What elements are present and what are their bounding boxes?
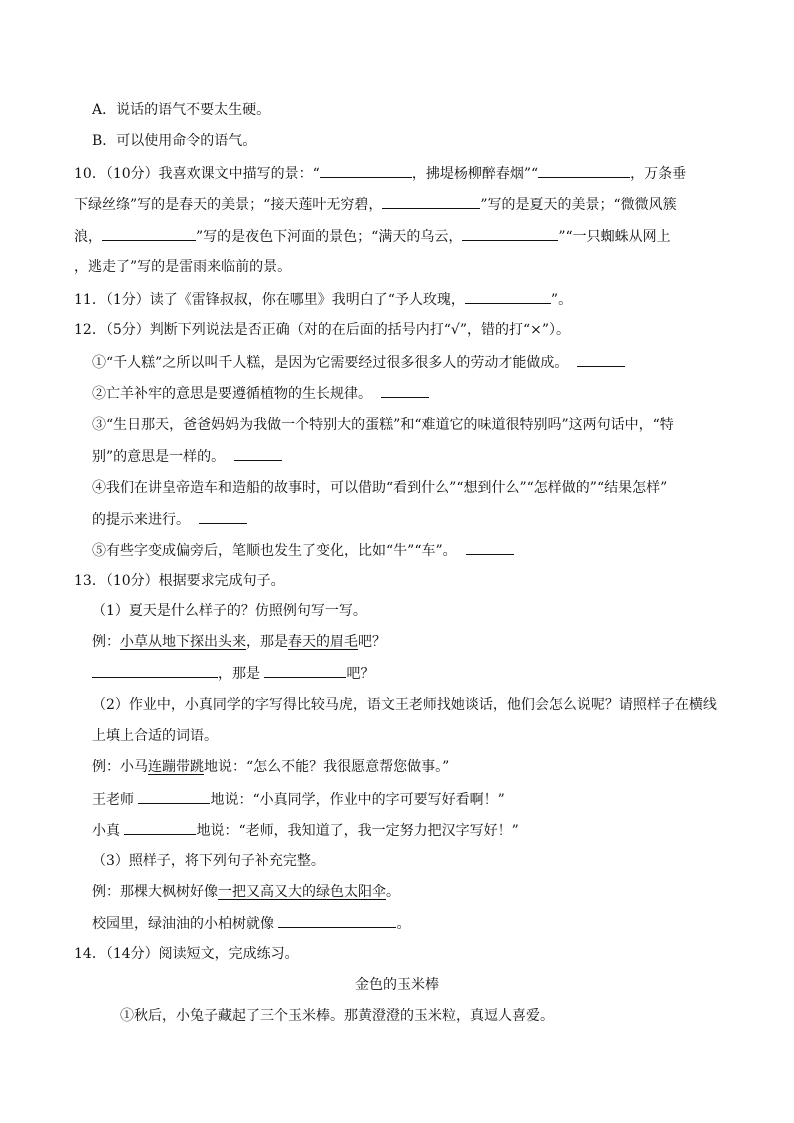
judge-blank[interactable] [199,509,247,524]
q10-text: ，拂堤杨柳醉春烟”“ [411,166,539,182]
fill-blank[interactable] [92,663,218,678]
q13-example-3 [92,882,724,902]
q13-fill-2b [92,820,724,841]
question-score: （1分） [105,292,150,308]
fill-text: ，那是 [218,666,260,682]
question-number: 12． [74,322,106,338]
q10-text: ”“一只蜘蛛从网上 [558,229,671,245]
fill-blank[interactable] [278,913,396,928]
question-score: （10分） [105,573,159,589]
fill-blank[interactable] [465,289,551,304]
q10-line-4: ，逃走了”写的是雷雨来临前的景。 [74,259,292,275]
q12-item-2 [92,383,724,404]
judge-blank[interactable] [381,383,429,398]
question-number: 14． [74,946,106,962]
q12-item-4b [92,509,724,530]
fill-blank[interactable] [264,663,346,678]
q11-text: 读了《雷锋叔叔，你在哪里》我明白了“予人玫瑰， [149,292,465,308]
q12-item-3b [92,446,724,467]
q10-text: ”写的是夜色下河面的景色；“满天的乌云， [196,229,463,245]
q13-text: 根据要求完成句子。 [158,573,285,589]
fill-text: 地说：“老师，我知道了，我一定努力把汉字写好！” [196,823,519,839]
example-underlined: 春天的眉毛 [288,634,358,650]
q13-fill-3 [92,913,724,934]
q13-sub-2b: 上填上合适的词语。 [92,728,218,744]
fill-text: 王老师 [92,792,134,808]
fill-text: 校园里，绿油油的小柏树就像 [92,916,274,932]
fill-text: 吧？ [346,666,375,682]
passage-title: 金色的玉米棒 [355,977,439,993]
q12-item-5 [92,540,724,561]
fill-blank[interactable] [320,163,412,178]
question-score: （5分） [105,322,150,338]
example-text: 。 [386,884,400,900]
q10-line-2 [74,194,724,215]
q13-line [74,571,724,591]
q12-item-text: 的提示来进行。 [92,512,190,528]
fill-blank[interactable] [138,789,210,804]
judge-blank[interactable] [577,352,625,367]
fill-blank[interactable] [538,163,630,178]
q10-text: 我喜欢课文中描写的景：“ [158,166,320,182]
q10-text: ，万条垂 [630,166,687,182]
fill-text: 地说：“小真同学，作业中的字可要写好看啊！” [210,792,505,808]
fill-blank[interactable] [382,194,480,209]
question-score: （10分） [105,166,159,182]
q13-sub-1: （1）夏天是什么样子的？仿照例句写一写。 [92,603,367,619]
q11-line [74,289,724,310]
example-text: 地说：“怎么不能？我很愿意帮您做事。” [204,759,450,775]
q9-option-b: B．可以使用命令的语气。 [92,133,257,149]
q10-line-1 [74,163,724,184]
q10-text: ”写的是夏天的美景；“微微风簇 [480,197,677,213]
q13-sub-2a: （2）作业中，小真同学的字写得比较马虎，语文王老师找她谈话，他们会怎么说呢？请照样子在横线 [92,697,717,713]
fill-blank[interactable] [124,820,196,835]
q12-item-text: ②亡羊补牢的意思是要遵循植物的生长规律。 [92,386,372,402]
q10-text: 浪， [74,229,102,245]
q12-item-text: ①“千人糕”之所以叫千人糕，是因为它需要经过很多很多人的劳动才能做成。 [92,355,569,371]
example-underlined: 小草从地下探出头来 [120,634,246,650]
question-number: 11． [74,292,106,308]
question-number: 13． [74,573,106,589]
q13-fill-2a [92,789,724,810]
q13-example-1 [92,632,724,652]
example-text: 例： [92,634,120,650]
fill-text: 。 [396,916,411,932]
fill-blank[interactable] [102,226,196,241]
judge-blank[interactable] [466,540,514,555]
q12-item-4a: ④我们在讲皇帝造车和造船的故事时，可以借助“看到什么”“想到什么”“怎样做的”“结果怎样” [92,480,668,496]
fill-text: 小真 [92,823,120,839]
q12-item-text: 别”的意思是一样的。 [92,449,226,465]
fill-blank[interactable] [462,226,558,241]
question-number: 10． [74,166,106,182]
example-text: 例：那棵大枫树好像 [92,884,218,900]
example-underlined: 连蹦带跳 [148,759,204,775]
q14-line [74,944,724,964]
example-text: 例：小马 [92,759,148,775]
passage-paragraph-1: ①秋后，小兔子藏起了三个玉米棒。那黄澄澄的玉米粒，真逗人喜爱。 [120,1008,554,1024]
q13-sub-3: （3）照样子，将下列句子补充完整。 [92,853,325,869]
question-score: （14分） [105,946,159,962]
q10-line-3 [74,226,724,247]
q13-fill-1 [92,663,724,684]
q10-text: 下绿丝绦”写的是春天的美景；“接天莲叶无穷碧， [74,197,383,213]
q14-text: 阅读短文，完成练习。 [158,946,299,962]
q11-text: ”。 [550,292,573,308]
q12-item-3a: ③“生日那天，爸爸妈妈为我做一个特别大的蛋糕”和“难道它的味道很特别吗”这两句话中，“特 [92,417,674,433]
q9-option-a: A．说话的语气不要太生硬。 [92,102,271,118]
q12-item-text: ⑤有些字变成偏旁后，笔顺也发生了变化，比如“牛”“车”。 [92,543,457,559]
example-underlined: 一把又高又大的绿色太阳伞 [218,884,386,900]
q12-text: 判断下列说法是否正确（对的在后面的括号内打“√”，错的打“×”）。 [149,322,571,338]
example-text: 吧？ [358,634,386,650]
q12-item-1 [92,352,724,373]
example-text: ，那是 [246,634,288,650]
q12-line [74,320,724,340]
judge-blank[interactable] [234,446,282,461]
q13-example-2 [92,757,724,777]
